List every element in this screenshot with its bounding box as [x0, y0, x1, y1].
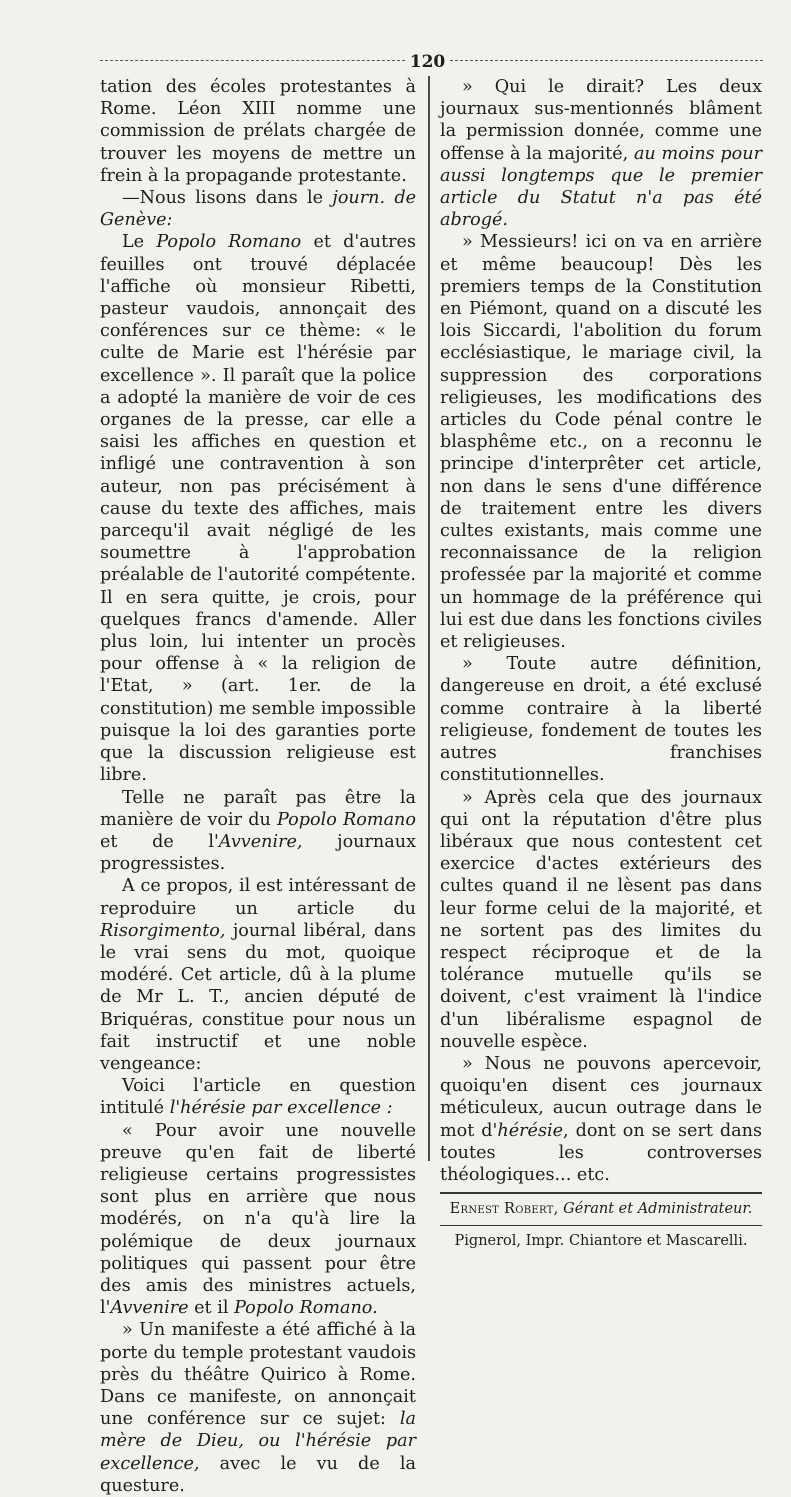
imprint-rule: [440, 1225, 762, 1227]
paragraph: » Après cela que des journaux qui ont la réputation d'être plus libéraux que nous contestent cet exercice d'actes extérieurs des cultes quand il ne lèsent pas dans leur forme celui de la majorité, et ne sortent pas des limites du respect réciproque et de la tolérance mutuelle qu'ils se doivent, c'est vraiment là l'indice d'un libéralisme espagnol de nouvelle espèce.: [440, 787, 762, 1052]
paragraph: Voici l'article en question intitulé l'hérésie par excellence :: [100, 1076, 416, 1119]
paragraph: » Nous ne pouvons apercevoir, quoiqu'en disent ces journaux méticuleux, aucun outrage dans le mot d'hérésie, dont on se sert dans toutes les controverses théologiques... etc.: [440, 1053, 762, 1185]
signature-rule: [440, 1192, 762, 1194]
paragraph: » Un manifeste a été affiché à la porte du temple protestant vaudois près du théâtre Quirico à Rome. Dans ce manifeste, on annonçait une conférence sur ce sujet: la mère de Dieu, ou l'hérésie par excellence, avec le vu de la questure.: [100, 1320, 416, 1496]
signature-line: Ernest Robert, Gérant et Administrateur.: [449, 1200, 753, 1217]
page-number: 120: [409, 52, 446, 72]
paragraph: —Nous lisons dans le journ. de Genève:: [100, 188, 417, 231]
paragraph: Telle ne paraît pas être la manière de voir du Popolo Romano et de l'Avvenire, journaux progressistes.: [100, 787, 416, 875]
left-column: [100, 76, 416, 1497]
paragraph: » Messieurs! ici on va en arrière et même beaucoup! Dès les premiers temps de la Constitution en Piémont, quand on a discuté les lois Siccardi, l'abolition du forum ecclésiastique, le mariage civil, la suppression des corporations religieuses, les modifications des articles du Code pénal contre le blasphême etc., on a reconnu le principe d'interprêter cet article, non dans le sens d'une différence de traitement entre les divers cultes existants, mais comme une reconnaissance de la religion professée par la majorité et comme un hommage de la préférence qui lui est due dans les fonctions civiles et religieuses.: [440, 232, 762, 653]
column-divider: [428, 76, 430, 1161]
page-header: [100, 52, 763, 74]
paragraph: » Toute autre définition, dangereuse en droit, a été exclusé comme contraire à la liberté religieuse, fondement de toutes les autres franchises constitutionnelles.: [440, 654, 762, 786]
right-column: [440, 76, 762, 1251]
paragraph: Le Popolo Romano et d'autres feuilles ont trouvé déplacée l'affiche où monsieur Ribetti, pasteur vaudois, annonçait des conférences sur ce thème: « le culte de Marie est l'hérésie par excellence ». Il paraît que la police a adopté la manière de voir de ces organes de la presse, car elle a saisi les affiches en question et infligé une contravention à son auteur, non pas précisément à cause du texte des affiches, mais parcequ'il avait négligé de les soumettre à l'approbation préalable de l'autorité compétente. Il en sera quitte, je crois, pour quelques francs d'amende. Aller plus loin, lui intenter un procès pour offense à « la religion de l'Etat, » (art. 1er. de la constitution) me semble impossible puisque la loi des garanties porte que la discussion religieuse est libre.: [100, 232, 416, 786]
paragraph: « Pour avoir une nouvelle preuve qu'en fait de liberté religieuse certains progressistes sont plus en arrière que nous modérés, on n'a qu'à lire la polémique de deux journaux politiques qui passent pour être des amis des ministres actuels, l'Avvenire et il Popolo Romano.: [100, 1120, 416, 1319]
paragraph: » Qui le dirait? Les deux journaux sus-mentionnés blâment la permission donnée, comme une offense à la majorité, au moins pour aussi longtemps que le premier article du Statut n'a pas été abrogé.: [440, 77, 762, 231]
paragraph: A ce propos, il est intéressant de reproduire un article du Risorgimento, journal libéral, dans le vrai sens du mot, quoique modéré. Cet article, dû à la plume de Mr L. T., ancien député de Briquéras, constitue pour nous un fait instructif et une noble vengeance:: [100, 876, 416, 1074]
printer-imprint: Pignerol, Impr. Chiantore et Mascarelli.: [454, 1233, 748, 1250]
header-ornament-left: [100, 60, 405, 67]
header-ornament-right: [450, 60, 763, 67]
paragraph: tation des écoles protestantes à Rome. Léon XIII nomme une commission de prélats chargée de trouver les moyens de mettre un frein à la propagande protestante.: [100, 77, 416, 186]
